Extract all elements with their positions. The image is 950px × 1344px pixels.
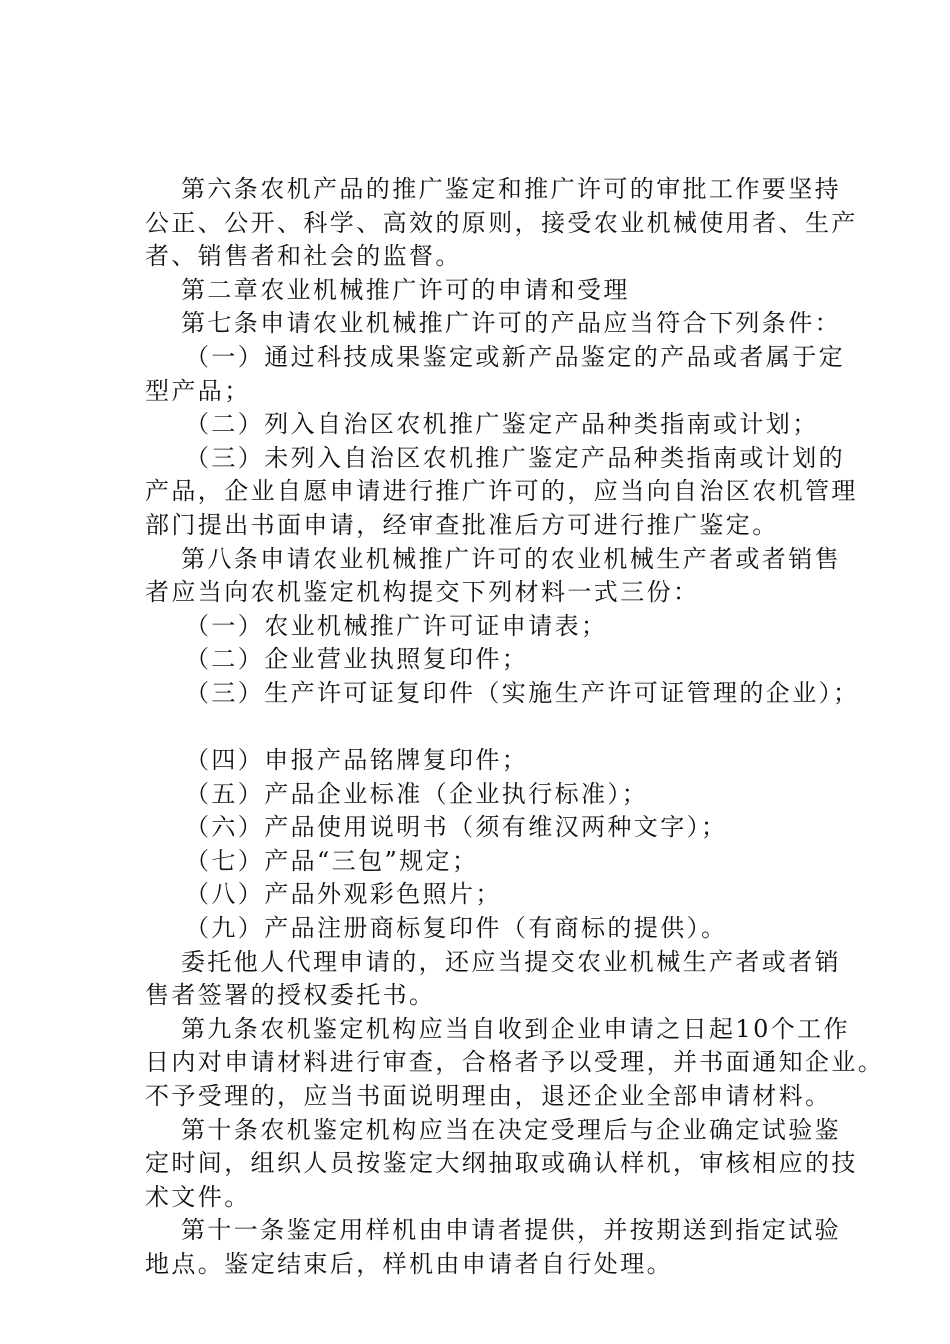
paragraph-line: 者、销售者和社会的监督。 (145, 242, 462, 271)
list-item: （四）申报产品铭牌复印件； (185, 746, 529, 775)
list-item: （二）列入自治区农机推广鉴定产品种类指南或计划； (185, 410, 819, 439)
paragraph-line: 型产品； (145, 376, 251, 405)
paragraph-line: 委托他人代理申请的，还应当提交农业机械生产者或者销 (181, 947, 841, 976)
list-item: （九）产品注册商标复印件（有商标的提供）。 (185, 914, 728, 943)
paragraph-line: 部门提出书面申请，经审查批准后方可进行推广鉴定。 (145, 510, 779, 539)
chapter-heading: 第二章农业机械推广许可的申请和受理 (181, 275, 630, 304)
paragraph-line: 第六条农机产品的推广鉴定和推广许可的审批工作要坚持 (181, 175, 841, 203)
list-item: （五）产品企业标准（企业执行标准）； (185, 779, 649, 808)
paragraph-line: 日内对申请材料进行审查，合格者予以受理，并书面通知企业。 (145, 1048, 885, 1077)
blank-line (145, 711, 845, 745)
paragraph-line: 第九条农机鉴定机构应当自收到企业申请之日起10个工作 (181, 1014, 850, 1043)
list-item: （三）未列入自治区农机推广鉴定产品种类指南或计划的 (185, 443, 845, 472)
paragraph-line: 第十条农机鉴定机构应当在决定受理后与企业确定试验鉴 (181, 1115, 841, 1144)
paragraph-line: 第十一条鉴定用样机由申请者提供，并按期送到指定试验 (181, 1216, 841, 1245)
paragraph-line: 不予受理的，应当书面说明理由，退还企业全部申请材料。 (145, 1082, 832, 1111)
list-item: （二）企业营业执照复印件； (185, 645, 529, 674)
document-body (145, 173, 885, 1282)
paragraph-line: 定时间，组织人员按鉴定大纲抽取或确认样机，审核相应的技 (145, 1149, 858, 1178)
paragraph-line: 地点。鉴定结束后，样机由申请者自行处理。 (145, 1250, 673, 1278)
list-item: （三）生产许可证复印件（实施生产许可证管理的企业）； (185, 678, 860, 707)
paragraph-line: 第七条申请农业机械推广许可的产品应当符合下列条件： (181, 309, 841, 338)
list-item: （七）产品“三包”规定； (185, 846, 479, 875)
paragraph-line: 术文件。 (145, 1182, 251, 1211)
paragraph-line: 产品，企业自愿申请进行推广许可的，应当向自治区农机管理 (145, 477, 858, 506)
paragraph-line: 售者签署的授权委托书。 (145, 981, 436, 1010)
paragraph-line: 公正、公开、科学、高效的原则，接受农业机械使用者、生产 (145, 208, 858, 237)
paragraph-line: 者应当向农机鉴定机构提交下列材料一式三份： (145, 578, 700, 607)
list-item: （一）农业机械推广许可证申请表； (185, 611, 608, 640)
list-item: （八）产品外观彩色照片； (185, 880, 502, 909)
paragraph-line: 第八条申请农业机械推广许可的农业机械生产者或者销售 (181, 544, 841, 573)
list-item: （六）产品使用说明书（须有维汉两种文字）； (185, 813, 728, 842)
list-item: （一）通过科技成果鉴定或新产品鉴定的产品或者属于定 (185, 342, 845, 371)
